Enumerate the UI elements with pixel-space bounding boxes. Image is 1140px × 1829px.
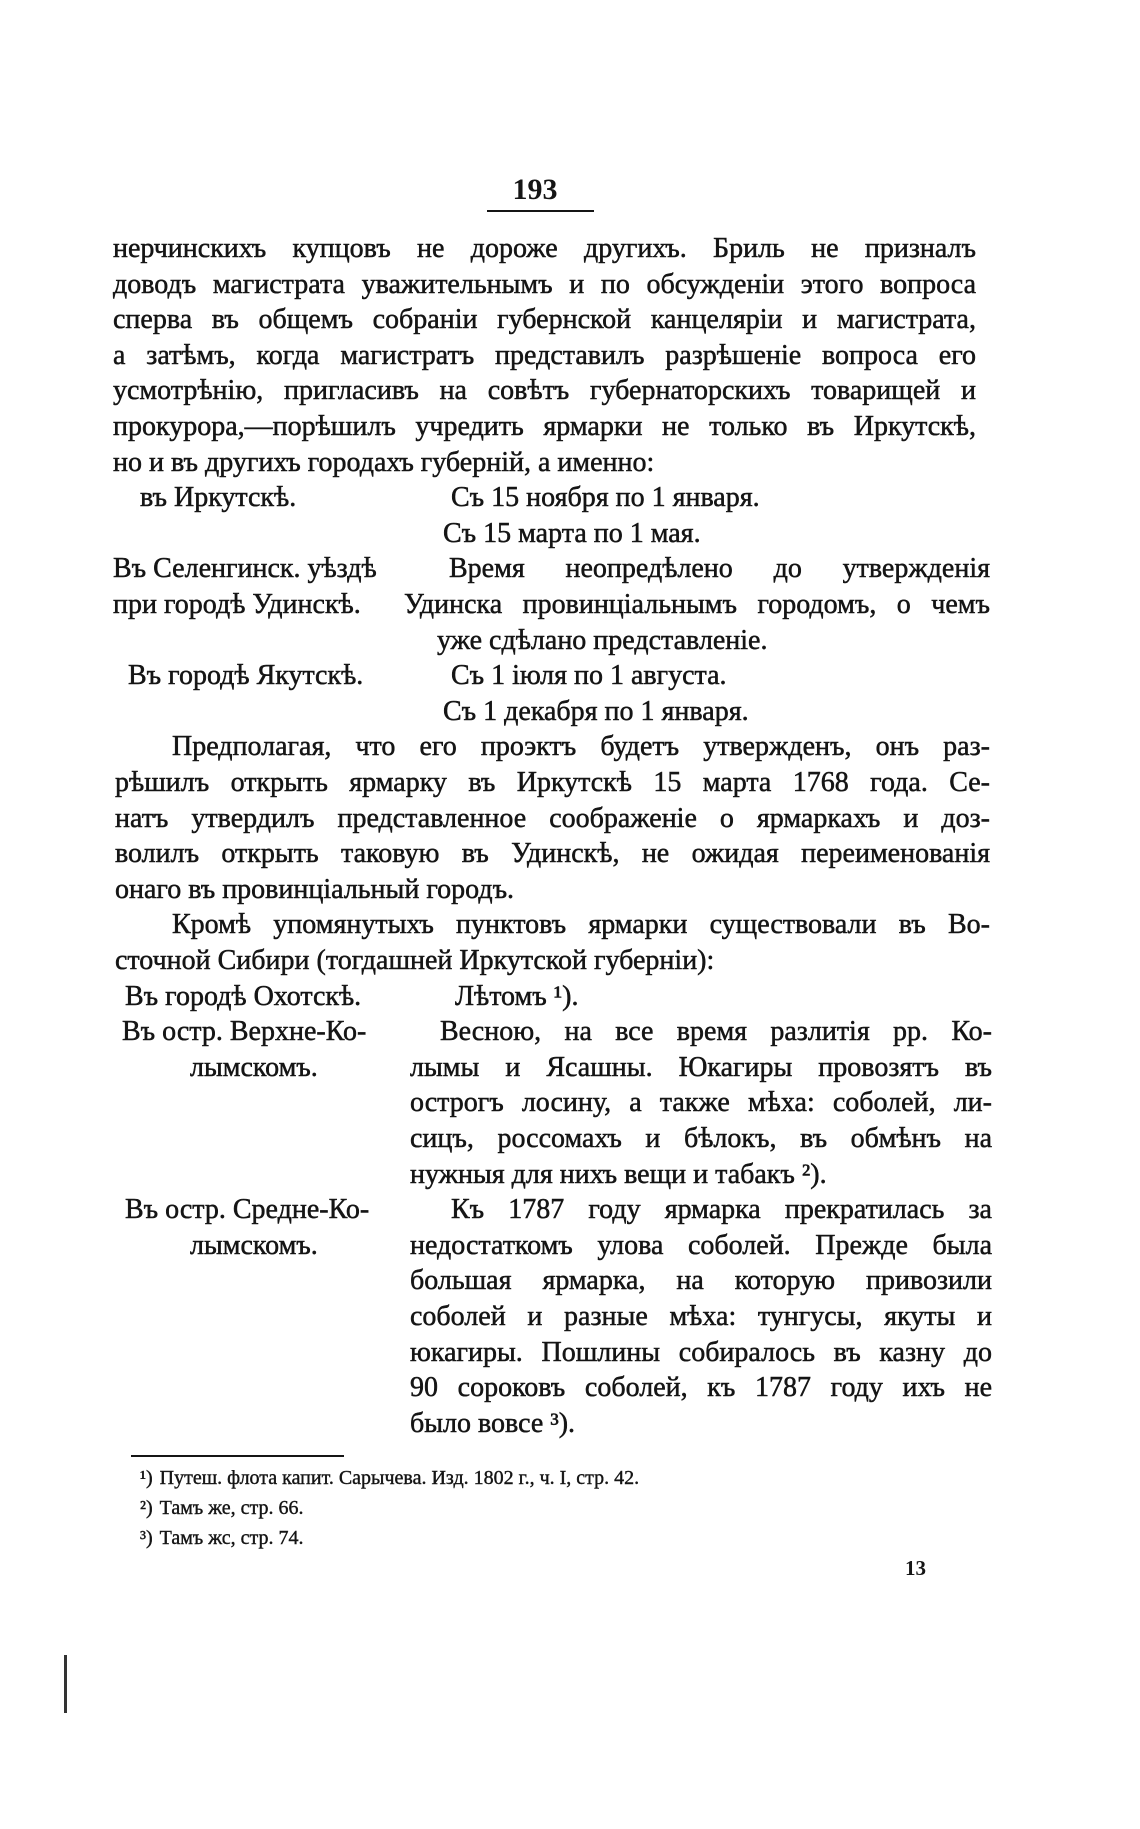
footnote bbox=[140, 1463, 639, 1493]
paragraph-line: сточной Сибири (тогдашней Иркутской губерніи): bbox=[115, 945, 715, 976]
paragraph-line: волилъ открыть таковую въ Удинскѣ, не ожидая переименованія bbox=[115, 838, 990, 869]
signature-mark: 13 bbox=[905, 1556, 926, 1580]
footnote-text: Тамъ же, стр. 66. bbox=[159, 1497, 304, 1519]
page-number: 193 bbox=[512, 173, 558, 206]
paragraph-line: но и въ другихъ городахъ губерній, а именно: bbox=[113, 447, 655, 478]
fair-period-line: сицъ, россомахъ и бѣлокъ, въ обмѣнъ на bbox=[410, 1123, 992, 1154]
paragraph-line: натъ утвердилъ представленное соображеніе о ярмаркахъ и доз- bbox=[115, 803, 990, 834]
footnote-rule bbox=[131, 1455, 344, 1457]
fair-place-line: Въ Селенгинск. уѣздѣ bbox=[113, 553, 377, 584]
fair-period-line: большая ярмарка, на которую привозили bbox=[410, 1265, 992, 1296]
paragraph-line: сперва въ общемъ собраніи губернской канцеляріи и магистрата, bbox=[113, 304, 976, 335]
fair-period-line: нужныя для нихъ вещи и табакъ ²). bbox=[410, 1159, 827, 1190]
footnote-text: Путеш. флота капит. Сарычева. Изд. 1802 г., ч. I, стр. 42. bbox=[159, 1467, 640, 1489]
fair-period-line: 90 сороковъ соболей, къ 1787 году ихъ не bbox=[410, 1372, 992, 1403]
fair-period-line: было вовсе ³). bbox=[410, 1408, 576, 1439]
fair-place-line: Въ городѣ Охотскѣ. bbox=[125, 981, 362, 1012]
fair-place-line: лымскомъ. bbox=[190, 1230, 318, 1261]
paragraph-line: Кромѣ упомянутыхъ пунктовъ ярмарки существовали въ Во- bbox=[172, 909, 990, 940]
paragraph-line: нерчинскихъ купцовъ не дороже другихъ. Бриль не призналъ bbox=[113, 233, 976, 264]
fair-period-line: Съ 1 декабря по 1 января. bbox=[443, 696, 749, 727]
fair-period-line: Весною, на все время разлитія рр. Ко- bbox=[440, 1016, 992, 1047]
fair-period-line: юкагиры. Пошлины собиралось въ казну до bbox=[410, 1337, 992, 1368]
footnote-mark: ¹) bbox=[140, 1467, 153, 1489]
page-number-rule bbox=[487, 210, 594, 212]
fair-period-line: Лѣтомъ ¹). bbox=[455, 981, 579, 1012]
fair-period-line: Удинска провинціальнымъ городомъ, о чемъ bbox=[404, 589, 990, 620]
footnote bbox=[140, 1523, 303, 1553]
footnote-mark: ³) bbox=[140, 1527, 153, 1549]
fair-period-line: Къ 1787 году ярмарка прекратилась за bbox=[451, 1194, 992, 1225]
fair-period-line: лымы и Ясашны. Юкагиры провозятъ въ bbox=[410, 1052, 992, 1083]
paragraph-line: усмотрѣнію, пригласивъ на совѣтъ губернаторскихъ товарищей и bbox=[113, 375, 976, 406]
paragraph-line: Предполагая, что его проэктъ будетъ утвержденъ, онъ раз- bbox=[172, 731, 990, 762]
scan-edge-mark bbox=[64, 1655, 67, 1713]
footnote-text: Тамъ жс, стр. 74. bbox=[159, 1527, 304, 1549]
fair-place-line: лымскомъ. bbox=[190, 1052, 318, 1083]
fair-place-line: Въ остр. Средне-Ко- bbox=[125, 1194, 370, 1225]
fair-period-line: недостаткомъ улова соболей. Прежде была bbox=[410, 1230, 992, 1261]
fair-period-line: Съ 1 іюля по 1 августа. bbox=[451, 660, 727, 691]
fair-place-line: Въ городѣ Якутскѣ. bbox=[128, 660, 364, 691]
paragraph-line: а затѣмъ, когда магистратъ представилъ разрѣшеніе вопроса его bbox=[113, 340, 976, 371]
fair-place-line: при городѣ Удинскѣ. bbox=[113, 589, 361, 620]
footnote bbox=[140, 1493, 304, 1523]
paragraph-line: прокурора,—порѣшилъ учредить ярмарки не только въ Иркутскѣ, bbox=[113, 411, 976, 442]
fair-place-line: въ Иркутскѣ. bbox=[140, 482, 297, 513]
fair-period-line: Съ 15 ноября по 1 января. bbox=[451, 482, 760, 513]
fair-place-line: Въ остр. Верхне-Ко- bbox=[122, 1016, 367, 1047]
fair-period-line: соболей и разные мѣха: тунгусы, якуты и bbox=[410, 1301, 992, 1332]
paragraph-line: доводъ магистрата уважительнымъ и по обсужденіи этого вопроса bbox=[113, 269, 976, 300]
footnote-mark: ²) bbox=[140, 1497, 153, 1519]
fair-period-line: острогъ лосину, а также мѣха: соболей, ли- bbox=[410, 1087, 992, 1118]
fair-period-line: уже сдѣлано представленіе. bbox=[437, 625, 768, 656]
fair-period-line: Съ 15 марта по 1 мая. bbox=[443, 518, 701, 549]
paragraph-line: онаго въ провинціальный городъ. bbox=[115, 874, 515, 905]
paragraph-line: рѣшилъ открыть ярмарку въ Иркутскѣ 15 марта 1768 года. Се- bbox=[115, 767, 990, 798]
fair-period-line: Время неопредѣлено до утвержденія bbox=[449, 553, 990, 584]
